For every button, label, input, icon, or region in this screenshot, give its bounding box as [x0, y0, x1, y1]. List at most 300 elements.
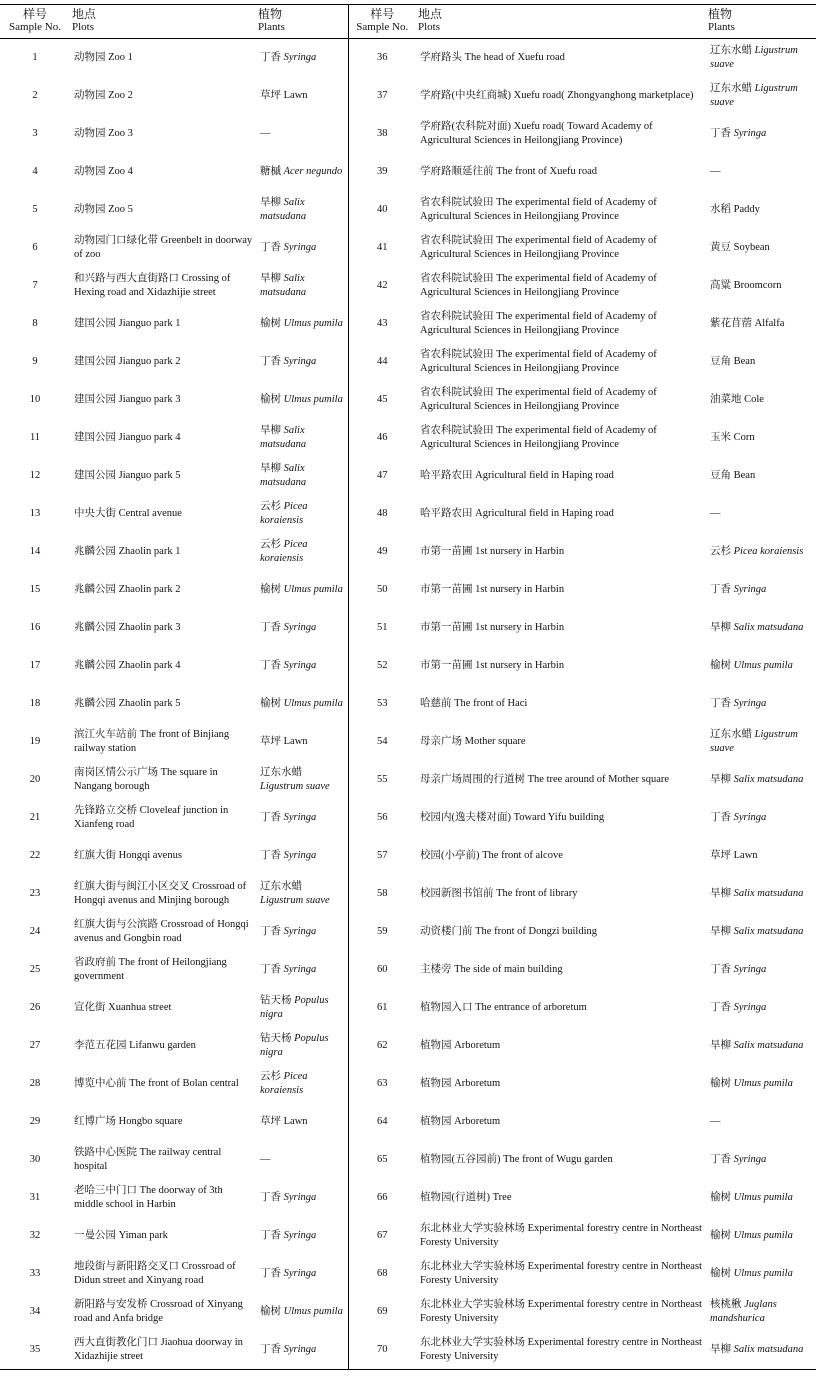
table-row	[0, 837, 816, 875]
table-row	[0, 761, 816, 799]
table-row	[0, 191, 816, 229]
cell-plant-right: 旱柳 Salix matsudana	[710, 888, 804, 899]
latin-name: Syringa	[283, 926, 317, 937]
cell-plot: 老哈三中门口 The doorway of 3th middle school in Harbin	[74, 1185, 223, 1210]
cell-plant-right: 玉米 Corn	[710, 432, 755, 443]
table-row	[0, 571, 816, 609]
table-row	[0, 609, 816, 647]
table-row	[0, 533, 816, 571]
cell-plant-right: 豆角 Bean	[710, 356, 756, 367]
latin-name: Ligustrum suave	[260, 895, 330, 906]
cell-plant-right: 辽东水蜡 Ligustrum suave	[710, 45, 798, 70]
cell-no-right: 51	[348, 609, 416, 647]
cell-no-right: 46	[348, 419, 416, 457]
cell-no-right: 42	[348, 267, 416, 305]
latin-name: Syringa	[733, 584, 767, 595]
cell-plot: 兆麟公园 Zhaolin park 1	[74, 546, 181, 557]
latin-name: Syringa	[283, 356, 317, 367]
cell-plot: 兆麟公园 Zhaolin park 2	[74, 584, 181, 595]
cell-plot: 李范五花园 Lifanwu garden	[74, 1040, 196, 1051]
cell-no: 5	[32, 204, 38, 215]
cell-plant-right: 高粱 Broomcorn	[710, 280, 782, 291]
cell-no: 17	[29, 660, 41, 671]
latin-name: Syringa	[283, 1230, 317, 1241]
cell-plot: 红旗大街与闽江小区交叉 Crossroad of Hongqi avenus and Minjing borough	[74, 881, 247, 906]
cell-plant: 榆树 Ulmus pumila	[260, 1306, 343, 1317]
header-plots: 地点 Plots	[72, 7, 97, 33]
cell-plot: 红博广场 Hongbo square	[74, 1116, 183, 1127]
table-row	[0, 343, 816, 381]
cell-plant-right: 丁香 Syringa	[710, 1002, 767, 1013]
table-row	[0, 875, 816, 913]
table-row	[0, 1217, 816, 1255]
cell-plot: 省政府前 The front of Heilongjiang government	[74, 957, 227, 982]
cell-no-right: 57	[348, 837, 416, 875]
latin-name: Salix matsudana	[260, 273, 307, 298]
cell-plot-right: 动资楼门前 The front of Dongzi building	[420, 926, 598, 937]
cell-plant-right: 草坪 Lawn	[710, 850, 758, 861]
cell-no-right: 63	[348, 1065, 416, 1103]
cell-no-right: 40	[348, 191, 416, 229]
latin-name: Salix matsudana	[260, 425, 307, 450]
cell-no: 14	[29, 546, 41, 557]
latin-name: Syringa	[283, 242, 317, 253]
cell-plant: 旱柳 Salix matsudana	[260, 273, 307, 298]
latin-name: Syringa	[283, 1192, 317, 1203]
cell-no: 12	[29, 470, 41, 481]
table-row	[0, 685, 816, 723]
cell-plot: 和兴路与西大直街路口 Crossing of Hexing road and Xidazhijie street	[74, 273, 231, 298]
table-row	[0, 1293, 816, 1331]
latin-name: Salix matsudana	[733, 1344, 804, 1355]
cell-plant-right: 旱柳 Salix matsudana	[710, 1344, 804, 1355]
table-row	[0, 457, 816, 495]
cell-no-right: 47	[348, 457, 416, 495]
cell-no-right: 64	[348, 1103, 416, 1141]
cell-no: 2	[32, 90, 38, 101]
table-row	[0, 267, 816, 305]
latin-name: Salix matsudana	[733, 1040, 804, 1051]
latin-name: Syringa	[733, 812, 767, 823]
cell-no-right: 61	[348, 989, 416, 1027]
cell-no-right: 52	[348, 647, 416, 685]
cell-plot-right: 植物园 Arboretum	[420, 1040, 501, 1051]
table-row	[0, 647, 816, 685]
cell-plant-right: 核桃楸 Juglans mandshurica	[710, 1299, 777, 1324]
cell-plant-right: 丁香 Syringa	[710, 698, 767, 709]
cell-no: 27	[29, 1040, 41, 1051]
cell-no: 13	[29, 508, 41, 519]
cell-no-right: 60	[348, 951, 416, 989]
cell-no: 28	[29, 1078, 41, 1089]
latin-name: Syringa	[283, 850, 317, 861]
cell-plant-right: 丁香 Syringa	[710, 812, 767, 823]
cell-plot: 西大直街教化门口 Jiaohua doorway in Xidazhijie street	[74, 1337, 243, 1362]
cell-plot-right: 省农科院试验田 The experimental field of Academy of Agricultural Sciences in Heilongjiang Province	[420, 273, 657, 298]
cell-plant: 辽东水蜡 Ligustrum suave	[260, 767, 330, 792]
cell-plant-right: 榆树 Ulmus pumila	[710, 1230, 793, 1241]
cell-no: 25	[29, 964, 41, 975]
cell-plot-right: 东北林业大学实验林场 Experimental forestry centre in Northeast Foresty University	[420, 1223, 702, 1248]
cell-plant: 旱柳 Salix matsudana	[260, 463, 307, 488]
table-row	[0, 1065, 816, 1103]
cell-no: 9	[32, 356, 38, 367]
latin-name: Ulmus pumila	[733, 660, 793, 671]
cell-no: 11	[29, 432, 41, 443]
cell-plant-right: —	[710, 166, 721, 177]
cell-no: 7	[32, 280, 38, 291]
cell-plot-right: 植物园入口 The entrance of arboretum	[420, 1002, 587, 1013]
cell-plant-right: 丁香 Syringa	[710, 1154, 767, 1165]
cell-plant-right: 油菜地 Cole	[710, 394, 764, 405]
cell-plant: 云杉 Picea koraiensis	[260, 501, 308, 526]
cell-no-right: 55	[348, 761, 416, 799]
latin-name: Ligustrum suave	[260, 781, 330, 792]
cell-no: 6	[32, 242, 38, 253]
cell-plant-right: 榆树 Ulmus pumila	[710, 1268, 793, 1279]
cell-plant: 丁香 Syringa	[260, 1192, 317, 1203]
table-row	[0, 799, 816, 837]
cell-plot-right: 学府路头 The head of Xuefu road	[420, 52, 565, 63]
cell-plant: 丁香 Syringa	[260, 850, 317, 861]
header-plants-right: 植物 Plants	[708, 7, 735, 33]
table-row	[0, 1141, 816, 1179]
cell-plot-right: 哈平路农田 Agricultural field in Haping road	[420, 508, 614, 519]
cell-plot-right: 哈慈前 The front of Haci	[420, 698, 528, 709]
cell-plot-right: 省农科院试验田 The experimental field of Academy of Agricultural Sciences in Heilongjiang Province	[420, 311, 657, 336]
latin-name: Ulmus pumila	[283, 1306, 343, 1317]
cell-plot: 兆麟公园 Zhaolin park 3	[74, 622, 181, 633]
cell-no-right: 39	[348, 153, 416, 191]
cell-plant-right: 旱柳 Salix matsudana	[710, 774, 804, 785]
cell-plot: 新阳路与安发桥 Crossroad of Xinyang road and Anfa bridge	[74, 1299, 243, 1324]
cell-no-right: 49	[348, 533, 416, 571]
latin-name: Syringa	[733, 698, 767, 709]
cell-plot: 动物园门口绿化带 Greenbelt in doorway of zoo	[74, 235, 253, 260]
cell-plot-right: 植物园 Arboretum	[420, 1078, 501, 1089]
cell-plot-right: 学府路顺延往前 The front of Xuefu road	[420, 166, 598, 177]
cell-no-right: 67	[348, 1217, 416, 1255]
table-row	[0, 229, 816, 267]
header-sample-no-right: 样号 Sample No.	[348, 5, 416, 39]
cell-no: 3	[32, 128, 38, 139]
cell-no-right: 68	[348, 1255, 416, 1293]
cell-plant: 丁香 Syringa	[260, 660, 317, 671]
cell-plot: 动物园 Zoo 4	[74, 166, 133, 177]
cell-plant-right: 辽东水蜡 Ligustrum suave	[710, 83, 798, 108]
cell-plot-right: 校园(小亭前) The front of alcove	[420, 850, 563, 861]
cell-plot-right: 东北林业大学实验林场 Experimental forestry centre in Northeast Foresty University	[420, 1299, 702, 1324]
cell-plant: 丁香 Syringa	[260, 1230, 317, 1241]
cell-plant: 辽东水蜡 Ligustrum suave	[260, 881, 330, 906]
cell-no-right: 44	[348, 343, 416, 381]
cell-no: 31	[29, 1192, 41, 1203]
table-row	[0, 1027, 816, 1065]
cell-no-right: 48	[348, 495, 416, 533]
cell-plant-right: 丁香 Syringa	[710, 128, 767, 139]
cell-plot-right: 校园新图书馆前 The front of library	[420, 888, 578, 899]
table-row	[0, 305, 816, 343]
cell-plant: 丁香 Syringa	[260, 1268, 317, 1279]
cell-plant: 旱柳 Salix matsudana	[260, 425, 307, 450]
cell-plot-right: 市第一苗圃 1st nursery in Harbin	[420, 546, 565, 557]
latin-name: Syringa	[733, 1154, 767, 1165]
cell-plant: 草坪 Lawn	[260, 1116, 308, 1127]
cell-plot-right: 省农科院试验田 The experimental field of Academy of Agricultural Sciences in Heilongjiang Province	[420, 235, 657, 260]
cell-plot: 一曼公园 Yiman park	[74, 1230, 168, 1241]
cell-plant-right: 紫花苜蓿 Alfalfa	[710, 318, 785, 329]
cell-plot-right: 主楼旁 The side of main building	[420, 964, 563, 975]
cell-plant-right: 丁香 Syringa	[710, 964, 767, 975]
latin-name: Juglans mandshurica	[710, 1299, 777, 1324]
cell-plant-right: —	[710, 1116, 721, 1127]
latin-name: Syringa	[283, 812, 317, 823]
cell-no-right: 43	[348, 305, 416, 343]
table-row	[0, 723, 816, 761]
cell-plot: 南岗区情公示广场 The square in Nangang borough	[74, 767, 218, 792]
cell-no-right: 36	[348, 39, 416, 78]
table-row	[0, 989, 816, 1027]
cell-plot: 红旗大街与公滨路 Crossroad of Hongqi avenus and Gongbin road	[74, 919, 249, 944]
cell-plot: 宣化街 Xuanhua street	[74, 1002, 172, 1013]
latin-name: Syringa	[283, 1344, 317, 1355]
latin-name: Acer negundo	[283, 166, 343, 177]
cell-no-right: 65	[348, 1141, 416, 1179]
table-row	[0, 495, 816, 533]
latin-name: Salix matsudana	[733, 622, 804, 633]
latin-name: Populus nigra	[260, 995, 329, 1020]
cell-no: 33	[29, 1268, 41, 1279]
latin-name: Ulmus pumila	[283, 584, 343, 595]
latin-name: Salix matsudana	[260, 197, 307, 222]
latin-name: Ulmus pumila	[733, 1268, 793, 1279]
cell-plant-right: 黄豆 Soybean	[710, 242, 770, 253]
cell-plant: 草坪 Lawn	[260, 736, 308, 747]
cell-plot-right: 省农科院试验田 The experimental field of Academy of Agricultural Sciences in Heilongjiang Province	[420, 349, 657, 374]
cell-plot: 铁路中心医院 The railway central hospital	[74, 1147, 222, 1172]
cell-plant: 糖槭 Acer negundo	[260, 166, 343, 177]
table-row	[0, 1103, 816, 1141]
cell-plot-right: 母亲广场 Mother square	[420, 736, 526, 747]
latin-name: Picea koraiensis	[260, 1071, 308, 1096]
table-row	[0, 1331, 816, 1370]
cell-no: 16	[29, 622, 41, 633]
header-plants: 植物 Plants	[258, 7, 285, 33]
cell-plot-right: 东北林业大学实验林场 Experimental forestry centre in Northeast Foresty University	[420, 1261, 702, 1286]
table-body	[0, 39, 816, 1370]
cell-plot-right: 省农科院试验田 The experimental field of Academy of Agricultural Sciences in Heilongjiang Province	[420, 387, 657, 412]
cell-no: 20	[29, 774, 41, 785]
cell-no: 30	[29, 1154, 41, 1165]
latin-name: Ulmus pumila	[283, 394, 343, 405]
cell-plant-right: 辽东水蜡 Ligustrum suave	[710, 729, 798, 754]
cell-plant: 丁香 Syringa	[260, 926, 317, 937]
latin-name: Ulmus pumila	[733, 1078, 793, 1089]
cell-plant: 云杉 Picea koraiensis	[260, 1071, 308, 1096]
cell-no: 8	[32, 318, 38, 329]
cell-plot: 博览中心前 The front of Bolan central	[74, 1078, 239, 1089]
cell-no: 22	[29, 850, 41, 861]
cell-plant-right: 榆树 Ulmus pumila	[710, 660, 793, 671]
cell-plot: 建国公园 Jianguo park 1	[74, 318, 181, 329]
cell-plot: 动物园 Zoo 5	[74, 204, 133, 215]
table-row	[0, 381, 816, 419]
cell-no-right: 37	[348, 77, 416, 115]
cell-plot-right: 市第一苗圃 1st nursery in Harbin	[420, 660, 565, 671]
latin-name: Ligustrum suave	[710, 729, 798, 754]
cell-no-right: 54	[348, 723, 416, 761]
table-row	[0, 115, 816, 153]
cell-plant-right: 榆树 Ulmus pumila	[710, 1192, 793, 1203]
cell-plant: 丁香 Syringa	[260, 356, 317, 367]
table-row	[0, 951, 816, 989]
cell-plant-right: 旱柳 Salix matsudana	[710, 926, 804, 937]
header-plots-right: 地点 Plots	[418, 7, 443, 33]
cell-plot-right: 母亲广场周围的行道树 The tree around of Mother square	[420, 774, 670, 785]
latin-name: Ulmus pumila	[733, 1192, 793, 1203]
cell-plot: 地段街与新阳路交叉口 Crossroad of Didun street and Xinyang road	[74, 1261, 236, 1286]
latin-name: Ligustrum suave	[710, 45, 798, 70]
cell-no: 32	[29, 1230, 41, 1241]
cell-no-right: 62	[348, 1027, 416, 1065]
cell-plant: 丁香 Syringa	[260, 242, 317, 253]
cell-plant-right: 旱柳 Salix matsudana	[710, 622, 804, 633]
cell-plant: 丁香 Syringa	[260, 52, 317, 63]
table-row	[0, 1179, 816, 1217]
latin-name: Salix matsudana	[733, 926, 804, 937]
cell-plot-right: 植物园(行道树) Tree	[420, 1192, 512, 1203]
table-row	[0, 39, 816, 78]
latin-name: Ulmus pumila	[733, 1230, 793, 1241]
cell-plant: 草坪 Lawn	[260, 90, 308, 101]
cell-plant: 丁香 Syringa	[260, 812, 317, 823]
cell-plot-right: 校园内(逸夫楼对面) Toward Yifu building	[420, 812, 605, 823]
latin-name: Picea koraiensis	[260, 501, 308, 526]
cell-plant: 旱柳 Salix matsudana	[260, 197, 307, 222]
latin-name: Picea koraiensis	[260, 539, 308, 564]
cell-plot: 兆麟公园 Zhaolin park 4	[74, 660, 181, 671]
cell-plot-right: 学府路(农科院对面) Xuefu road( Toward Academy of Agricultural Sciences in Heilongjiang Province)	[420, 121, 653, 146]
cell-plot: 动物园 Zoo 1	[74, 52, 133, 63]
cell-plot: 建国公园 Jianguo park 3	[74, 394, 181, 405]
cell-plant: 榆树 Ulmus pumila	[260, 698, 343, 709]
cell-plant: 榆树 Ulmus pumila	[260, 318, 343, 329]
header-sample-no: 样号 Sample No.	[9, 7, 61, 33]
cell-plot: 兆麟公园 Zhaolin park 5	[74, 698, 181, 709]
cell-plot-right: 学府路(中央红商城) Xuefu road( Zhongyanghong marketplace)	[420, 90, 694, 101]
cell-plant: 丁香 Syringa	[260, 1344, 317, 1355]
latin-name: Syringa	[283, 964, 317, 975]
cell-no-right: 38	[348, 115, 416, 153]
cell-no: 4	[32, 166, 38, 177]
sample-plots-table	[0, 4, 816, 1370]
cell-plant: 钻天杨 Populus nigra	[260, 995, 329, 1020]
cell-plot: 动物园 Zoo 3	[74, 128, 133, 139]
cell-plot-right: 植物园 Arboretum	[420, 1116, 501, 1127]
latin-name: Salix matsudana	[260, 463, 307, 488]
cell-no: 34	[29, 1306, 41, 1317]
cell-plot-right: 市第一苗圃 1st nursery in Harbin	[420, 622, 565, 633]
latin-name: Syringa	[733, 964, 767, 975]
cell-no: 29	[29, 1116, 41, 1127]
cell-no: 1	[32, 52, 38, 63]
cell-no-right: 69	[348, 1293, 416, 1331]
cell-plant: —	[260, 1154, 271, 1165]
cell-no: 21	[29, 812, 41, 823]
cell-plot: 先锋路立交桥 Cloveleaf junction in Xianfeng road	[74, 805, 229, 830]
cell-plant: 云杉 Picea koraiensis	[260, 539, 308, 564]
cell-plot: 建国公园 Jianguo park 5	[74, 470, 181, 481]
cell-plot-right: 市第一苗圃 1st nursery in Harbin	[420, 584, 565, 595]
cell-plant: 榆树 Ulmus pumila	[260, 394, 343, 405]
cell-no-right: 59	[348, 913, 416, 951]
cell-plant-right: 豆角 Bean	[710, 470, 756, 481]
table-row	[0, 77, 816, 115]
cell-no-right: 50	[348, 571, 416, 609]
table-row	[0, 1255, 816, 1293]
cell-plot: 建国公园 Jianguo park 4	[74, 432, 181, 443]
cell-plant-right: 水稻 Paddy	[710, 204, 760, 215]
cell-no: 24	[29, 926, 41, 937]
table-row	[0, 419, 816, 457]
cell-plot: 建国公园 Jianguo park 2	[74, 356, 181, 367]
cell-no-right: 58	[348, 875, 416, 913]
cell-no-right: 56	[348, 799, 416, 837]
cell-no: 19	[29, 736, 41, 747]
latin-name: Ligustrum suave	[710, 83, 798, 108]
cell-no-right: 53	[348, 685, 416, 723]
cell-plant-right: 榆树 Ulmus pumila	[710, 1078, 793, 1089]
cell-plot-right: 东北林业大学实验林场 Experimental forestry centre in Northeast Foresty University	[420, 1337, 702, 1362]
cell-plot-right: 省农科院试验田 The experimental field of Academy of Agricultural Sciences in Heilongjiang Province	[420, 425, 657, 450]
cell-plant: 丁香 Syringa	[260, 964, 317, 975]
cell-plot: 滨江火车站前 The front of Binjiang railway station	[74, 729, 230, 754]
cell-no-right: 41	[348, 229, 416, 267]
cell-no-right: 66	[348, 1179, 416, 1217]
cell-no-right: 70	[348, 1331, 416, 1370]
cell-no-right: 45	[348, 381, 416, 419]
cell-plot-right: 植物园(五谷园前) The front of Wugu garden	[420, 1154, 613, 1165]
cell-plant: 丁香 Syringa	[260, 622, 317, 633]
cell-no: 18	[29, 698, 41, 709]
table-row	[0, 913, 816, 951]
latin-name: Salix matsudana	[733, 888, 804, 899]
latin-name: Syringa	[283, 52, 317, 63]
cell-plot-right: 哈平路农田 Agricultural field in Haping road	[420, 470, 614, 481]
latin-name: Ulmus pumila	[283, 318, 343, 329]
cell-plant-right: —	[710, 508, 721, 519]
cell-no: 10	[29, 394, 41, 405]
cell-plant: —	[260, 128, 271, 139]
latin-name: Syringa	[733, 128, 767, 139]
cell-no: 23	[29, 888, 41, 899]
cell-plot-right: 省农科院试验田 The experimental field of Academy of Agricultural Sciences in Heilongjiang Province	[420, 197, 657, 222]
latin-name: Populus nigra	[260, 1033, 329, 1058]
latin-name: Ulmus pumila	[283, 698, 343, 709]
cell-plant-right: 旱柳 Salix matsudana	[710, 1040, 804, 1051]
cell-plot: 中央大街 Central avenue	[74, 508, 182, 519]
cell-plot: 红旗大街 Hongqi avenus	[74, 850, 182, 861]
cell-no: 35	[29, 1344, 41, 1355]
cell-plant-right: 云杉 Picea koraiensis	[710, 546, 804, 557]
cell-plot: 动物园 Zoo 2	[74, 90, 133, 101]
table-row	[0, 153, 816, 191]
cell-plant: 榆树 Ulmus pumila	[260, 584, 343, 595]
cell-no: 26	[29, 1002, 41, 1013]
cell-plant: 钻天杨 Populus nigra	[260, 1033, 329, 1058]
cell-no: 15	[29, 584, 41, 595]
latin-name: Syringa	[283, 1268, 317, 1279]
